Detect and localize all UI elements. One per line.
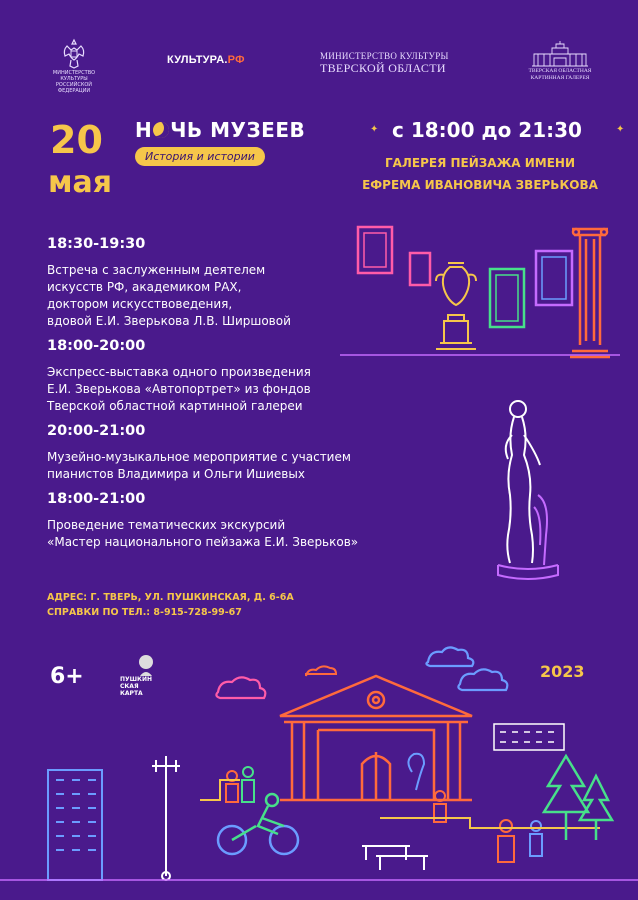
- event-day: 20: [50, 118, 103, 162]
- event-desc-line: Проведение тематических экскурсий: [47, 518, 286, 532]
- event-time: 18:00-21:00: [47, 491, 146, 507]
- cloud-icon: [426, 647, 507, 690]
- pushkin-card-text-2: СКАЯ: [120, 683, 139, 690]
- ministry-tver-text-2: ТВЕРСКОЙ ОБЛАСТИ: [320, 61, 446, 75]
- vase-icon: [436, 263, 476, 349]
- picture-frame-icon: [358, 227, 392, 273]
- event-desc-line: искусств РФ, академиком РАХ,: [47, 280, 242, 294]
- people-icon: [242, 767, 254, 802]
- event-item: [47, 491, 417, 551]
- time-range: с 18:00 до 21:30: [392, 118, 582, 142]
- ministry-rf-text-1: МИНИСТЕРСТВО КУЛЬТУРЫ: [52, 70, 96, 82]
- ministry-tver-logo: [320, 50, 449, 74]
- venue: [330, 152, 630, 196]
- people-icon: [408, 754, 542, 856]
- museum-building-icon: [280, 676, 472, 800]
- building-icon: [48, 770, 102, 880]
- age-rating: 6+: [50, 664, 84, 689]
- event-desc-line: «Мастер национального пейзажа Е.И. Зверьков»: [47, 535, 359, 549]
- gallery-text-1: ТВЕРСКАЯ ОБЛАСТНАЯ: [528, 68, 592, 74]
- statue-illustration: [488, 395, 568, 585]
- museum-illustration: [340, 215, 620, 365]
- event-month: мая: [48, 165, 113, 200]
- sparkle-icon: ✦: [616, 124, 625, 135]
- venue-line-1: ГАЛЕРЕЯ ПЕЙЗАЖА ИМЕНИ: [384, 156, 576, 170]
- column-icon: [570, 229, 610, 357]
- event-desc-line: вдовой Е.И. Зверькова Л.В. Ширшовой: [47, 314, 291, 328]
- gallery-text-2: КАРТИННАЯ ГАЛЕРЕЯ: [530, 75, 590, 81]
- kultura-rf-text: РФ: [227, 54, 245, 66]
- pushkin-card-text-1: ПУШКИН: [120, 676, 153, 683]
- event-subtitle: История и истории: [135, 147, 265, 166]
- contacts: [47, 590, 294, 620]
- picture-frame-icon: [490, 269, 524, 327]
- title-prefix: Н: [135, 118, 153, 142]
- event-desc-line: Встреча с заслуженным деятелем: [47, 263, 266, 277]
- event-time: 18:00-20:00: [47, 338, 146, 354]
- event-desc-line: Экспресс-выставка одного произведения: [47, 365, 311, 379]
- venue-line-2: ЕФРЕМА ИВАНОВИЧА ЗВЕРЬКОВА: [362, 178, 598, 192]
- event-time: 18:30-19:30: [47, 236, 146, 252]
- event-desc-line: доктором искусствоведения,: [47, 297, 233, 311]
- event-desc-line: пианистов Владимира и Ольги Ишиевых: [47, 467, 305, 481]
- gallery-logo: [520, 40, 600, 82]
- cyclist-icon: [232, 794, 284, 840]
- title-suffix: ЧЬ МУЗЕЕВ: [170, 118, 306, 142]
- phone: СПРАВКИ ПО ТЕЛ.: 8-915-728-99-67: [47, 607, 242, 618]
- cloud-icon: [306, 666, 336, 676]
- event-time: 20:00-21:00: [47, 423, 146, 439]
- event-desc-line: Е.И. Зверькова «Автопортрет» из фондов: [47, 382, 311, 396]
- people-icon: [226, 771, 514, 862]
- moon-icon: [153, 122, 169, 138]
- bicycle-icon: [218, 826, 298, 854]
- building-icon: [494, 724, 564, 750]
- ministry-rf-text-2: РОССИЙСКОЙ ФЕДЕРАЦИИ: [55, 82, 93, 94]
- event-desc-line: Музейно-музыкальное мероприятие с участием: [47, 450, 351, 464]
- ministry-tver-text-1: МИНИСТЕРСТВО КУЛЬТУРЫ: [320, 51, 449, 61]
- kultura-rf-logo: [167, 54, 245, 66]
- address: АДРЕС: Г. ТВЕРЬ, УЛ. ПУШКИНСКАЯ, Д. 6-6А: [47, 592, 294, 603]
- sparkle-icon: ✦: [370, 124, 379, 135]
- pushkin-card-text-3: КАРТА: [120, 690, 143, 697]
- kultura-main-text: КУЛЬТУРА.: [167, 54, 228, 66]
- ministry-rf-logo: [44, 38, 104, 94]
- event-year: 2023: [540, 662, 585, 681]
- city-illustration: [0, 640, 638, 900]
- bench-icon: [362, 846, 428, 870]
- gallery-building-icon: [530, 40, 590, 68]
- street-lamp-icon: [152, 756, 180, 880]
- cloud-icon: [216, 677, 265, 698]
- event-title: [135, 118, 305, 142]
- event-item: [47, 423, 417, 483]
- event-desc-line: Тверской областной картинной галереи: [47, 399, 303, 413]
- eagle-emblem-icon: [59, 38, 89, 70]
- picture-frame-icon: [410, 253, 430, 285]
